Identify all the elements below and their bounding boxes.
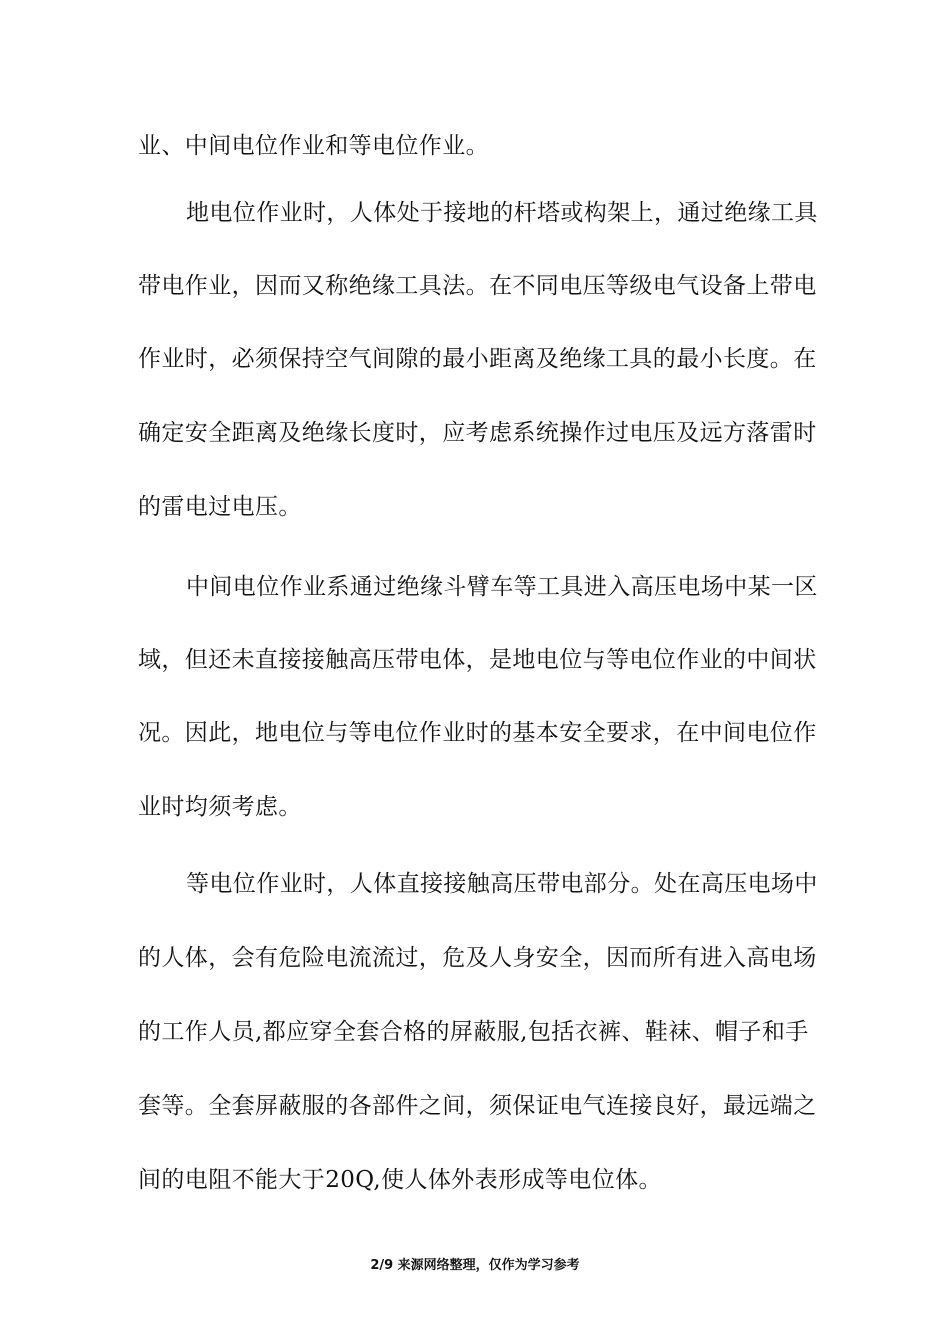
page-footer: 2/9 来源网络整理，仅作为学习参考 — [370, 1258, 580, 1273]
paragraph-line: 确定安全距离及绝缘长度时，应考虑系统操作过电压及远方落雷时 — [138, 420, 817, 446]
paragraph-line: 业时均须考虑。 — [138, 794, 302, 820]
paragraph-line: 间的电阻不能大于20Q,使人体外表形成等电位体。 — [138, 1167, 662, 1193]
paragraph-line: 作业时，必须保持空气间隙的最小距离及绝缘工具的最小长度。在 — [138, 346, 817, 372]
paragraph-line: 中间电位作业系通过绝缘斗臂车等工具进入高压电场中某一区 — [186, 574, 818, 600]
paragraph-line: 套等。全套屏蔽服的各部件之间，须保证电气连接良好，最远端之 — [138, 1093, 817, 1119]
paragraph-line: 的雷电过电压。 — [138, 494, 302, 520]
paragraph-line: 地电位作业时，人体处于接地的杆塔或构架上，通过绝缘工具 — [186, 200, 818, 226]
paragraph-line: 业、中间电位作业和等电位作业。 — [138, 133, 489, 159]
paragraph-line: 的工作人员,都应穿全套合格的屏蔽服,包括衣裤、鞋袜、帽子和手 — [138, 1019, 809, 1045]
paragraph-line: 带电作业，因而又称绝缘工具法。在不同电压等级电气设备上带电 — [138, 273, 817, 299]
paragraph-line: 况。因此，地电位与等电位作业时的基本安全要求，在中间电位作 — [138, 720, 817, 746]
paragraph-line: 域，但还未直接接触高压带电体，是地电位与等电位作业的中间状 — [138, 647, 817, 673]
paragraph-line: 的人体，会有危险电流流过，危及人身安全，因而所有进入高电场 — [138, 945, 817, 971]
paragraph-line: 等电位作业时，人体直接接触高压带电部分。处在高压电场中 — [186, 871, 818, 897]
